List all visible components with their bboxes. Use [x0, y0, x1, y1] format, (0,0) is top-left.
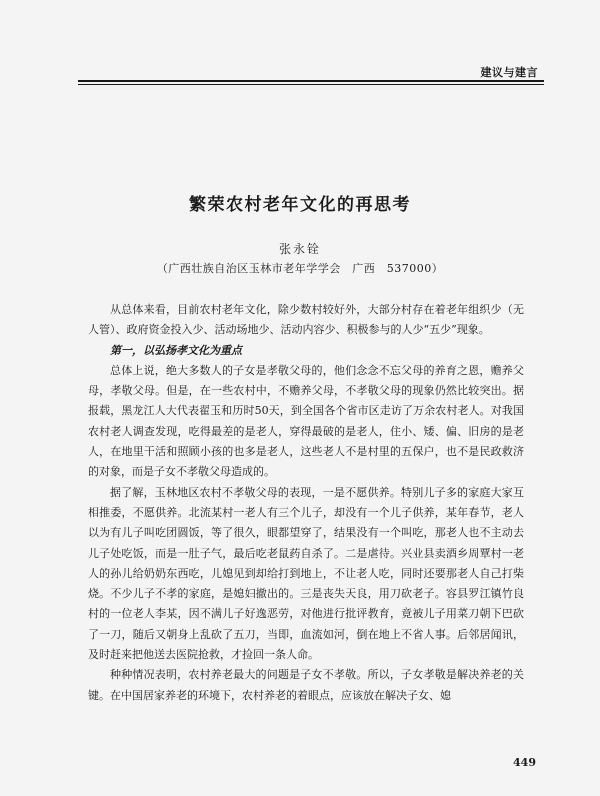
section-heading: 第一，以弘扬孝文化为重点 [110, 343, 242, 357]
article-author: 张永铨 [278, 242, 321, 256]
paragraph: 总体上说，绝大多数人的子女是孝敬父母的，他们念念不忘父母的养育之恩，赡养父母，孝敬父母。但是，在一些农村中，不赡养父母，不孝敬父母的现象仍然比较突出。据报载，黑龙江人大代表翟玉和历时50天，到全国各个省市区走访了万余农村老人。对我国农村老人调查发现，吃得最差的是老人，穿得最破的是老人，住小、矮、偏、旧房的是老人，在地里干活和照顾小孩的也多是老人，这些老人不是村里的五保户，也不是民政救济的对象，而是子女不孝敬父母造成的。 [88, 363, 524, 479]
article-title: 繁荣农村老年文化的再思考 [189, 195, 411, 215]
header-rule-thin [78, 84, 544, 85]
paragraph-intro: 从总体来看，目前农村老年文化，除少数村较好外，大部分村存在着老年组织少（无人管）、政府资金投入少、活动场地少、活动内容少、积极参与的人少“五少”现象。 [88, 303, 524, 337]
header-rule-thick [78, 80, 544, 82]
paragraph: 据了解，玉林地区农村不孝敬父母的表现，一是不愿供养。特别儿子多的家庭大家互相推委，不愿供养。北流某村一老人有三个儿子，却没有一个儿子供养，某年春节，老人以为有儿子叫吃团圆饭，等了很久，眼都望穿了，结果没有一个叫吃，那老人也不主动去儿子处吃饭，而是一肚子气，最后吃老鼠药自杀了。二是虐待。兴业县卖酒乡周覃村一老人的孙儿给奶奶东西吃，儿媳见到却给打到地上，不让老人吃，同时还要那老人自己打柴烧。不少儿子不孝的家庭，是媳妇撤出的。三是丧失天良，用刀砍老子。容县罗江镇竹良村的一位老人李某，因不满儿子好逸恶劳，对他进行批评教育，竟被儿子用菜刀朝下巴砍了一刀，随后又朝身上乱砍了五刀，当即，血流如河，倒在地上不省人事。后邻居闻讯，及时赶来把他送去医院抢救，才捡回一条人命。 [88, 485, 524, 662]
page-number: 449 [513, 756, 536, 769]
section-tag: 建议与建言 [480, 66, 538, 79]
author-affiliation: （广西壮族自治区玉林市老年学学会 广西 537000） [156, 262, 444, 275]
article-body [88, 300, 524, 706]
paragraph: 种种情况表明，农村养老最大的问题是子女不孝敬。所以，子女孝敬是解决养老的关键。在中国居家养老的环境下，农村养老的着眼点，应该放在解决子女、媳 [88, 668, 524, 702]
